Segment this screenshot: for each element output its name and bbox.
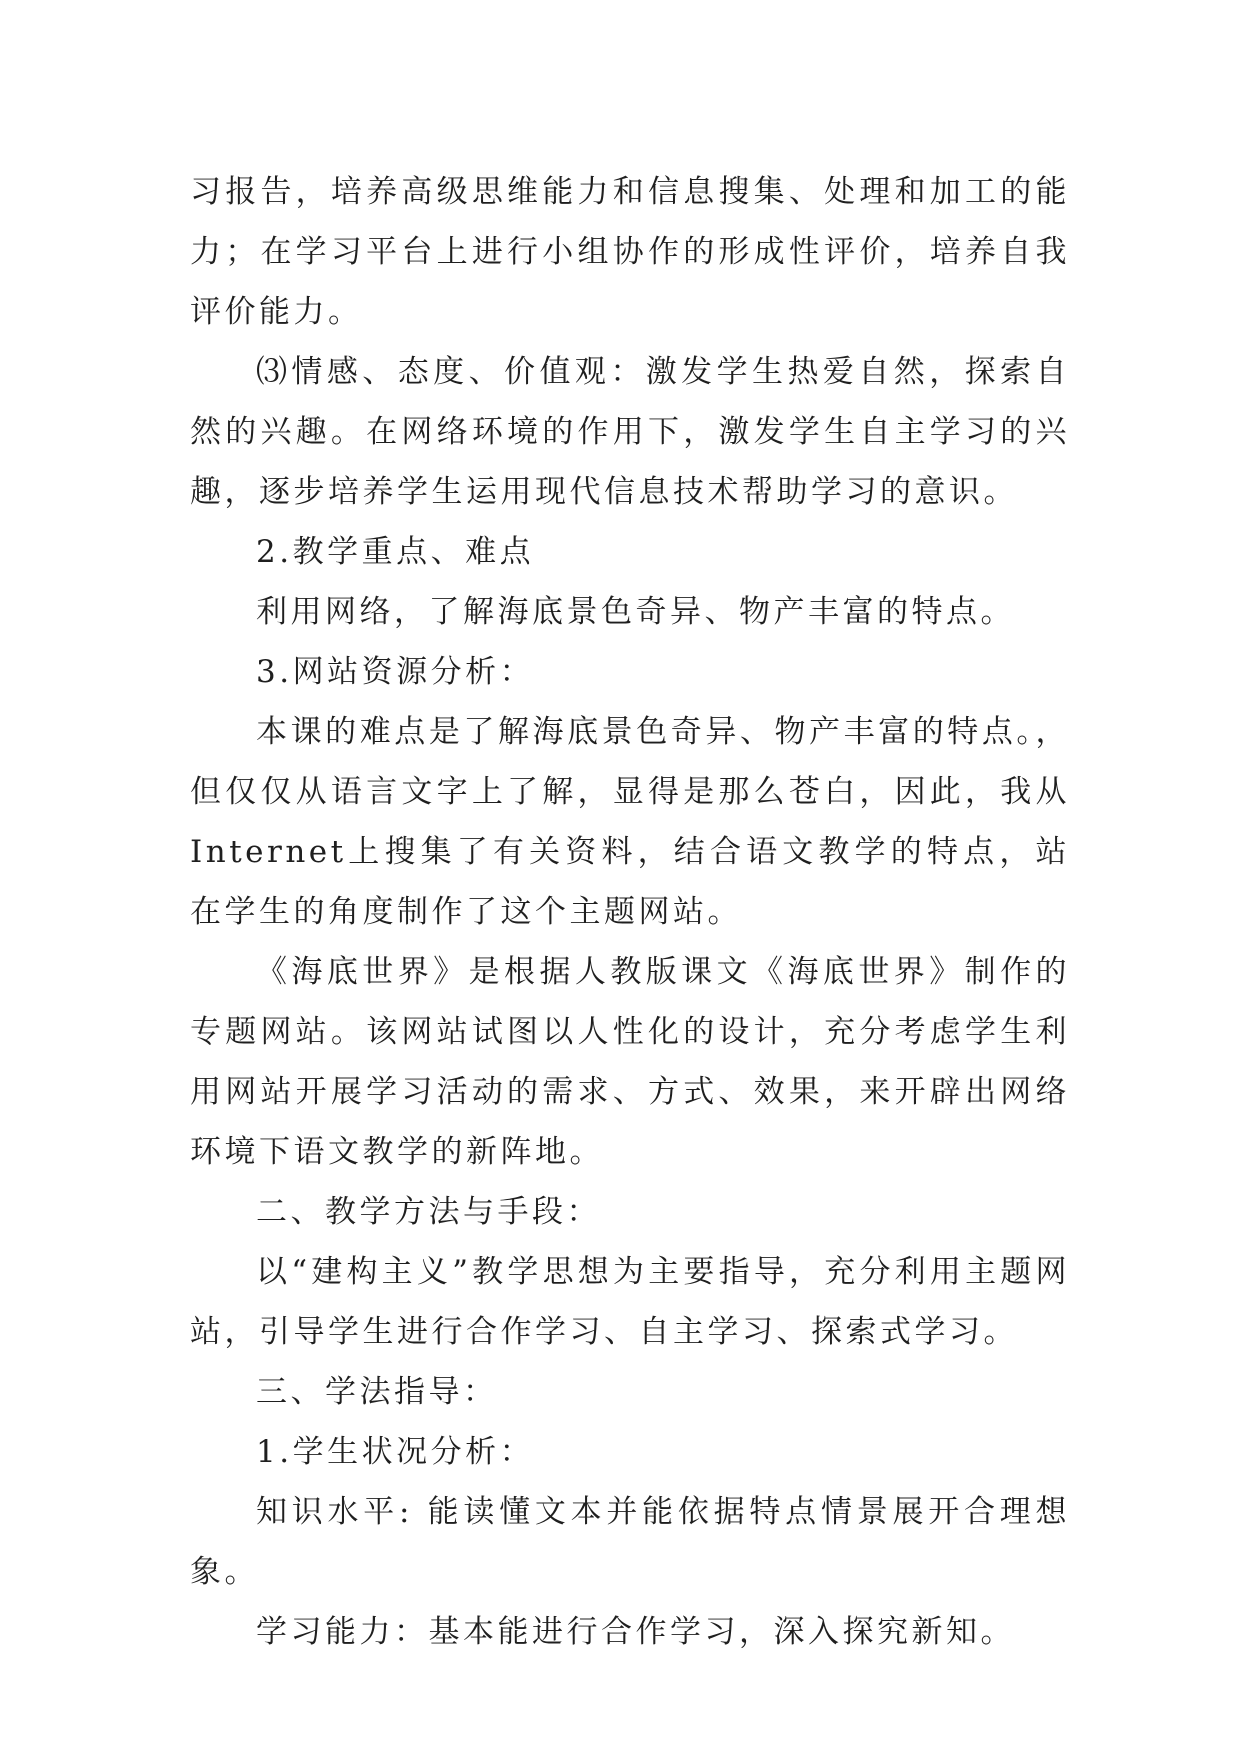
heading-teaching-methods: 二、教学方法与手段：: [256, 1194, 601, 1230]
heading-student-analysis: 1.学生状况分析：: [256, 1434, 535, 1470]
paragraph-learning-ability: 学习能力：基本能进行合作学习，深入探究新知。: [256, 1614, 1015, 1650]
paragraph-teaching-focus: 利用网络，了解海底景色奇异、物产丰富的特点。: [256, 594, 1015, 630]
paragraph-website-analysis-2: 《海底世界》是根据人教版课文《海底世界》制作的专题网站。该网站试图以人性化的设计，充分考虑学生利用网站开展学习活动的需求、方式、效果，来开辟出网络环境下语文教学的新阵地。: [190, 954, 1070, 1170]
heading-teaching-focus: 2.教学重点、难点: [256, 534, 535, 570]
document-body: [190, 162, 1070, 1662]
paragraph-knowledge-level: 知识水平: 能读懂文本并能依据特点情景展开合理想象。: [190, 1494, 1070, 1590]
paragraph-emotion-attitude-values: ⑶情感、态度、价值观：激发学生热爱自然，探索自然的兴趣。在网络环境的作用下，激发学生自主学习的兴趣，逐步培养学生运用现代信息技术帮助学习的意识。: [190, 354, 1070, 510]
heading-learning-guidance: 三、学法指导：: [256, 1374, 498, 1410]
paragraph-teaching-methods: 以“建构主义”教学思想为主要指导，充分利用主题网站，引导学生进行合作学习、自主学习、探索式学习。: [190, 1254, 1070, 1350]
paragraph-website-analysis-1: 本课的难点是了解海底景色奇异、物产丰富的特点。，但仅仅从语言文字上了解，显得是那么苍白，因此，我从Internet上搜集了有关资料，结合语文教学的特点，站在学生的角度制作了这个主题网站。: [190, 714, 1070, 930]
heading-website-analysis: 3.网站资源分析：: [256, 654, 535, 690]
paragraph-learning-report: 习报告，培养高级思维能力和信息搜集、处理和加工的能力；在学习平台上进行小组协作的形成性评价，培养自我评价能力。: [190, 174, 1070, 330]
